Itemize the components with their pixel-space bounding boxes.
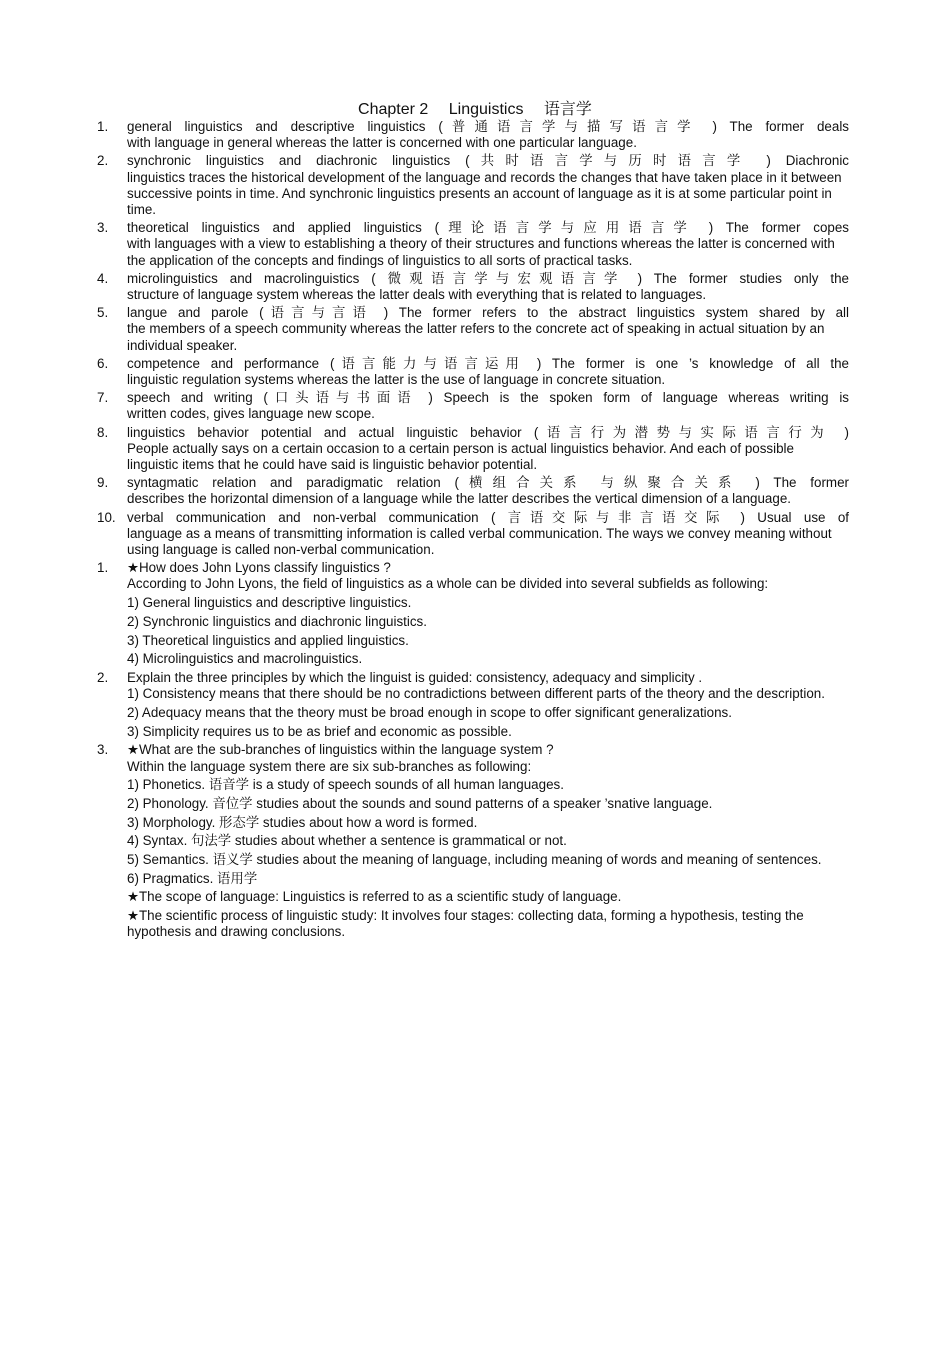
term-heading: competence and performance (语言能力与语言运用 ) The former is one ’s knowledge of all the (127, 355, 849, 371)
answer-line: 3) Theoretical linguistics and applied linguistics. (127, 632, 409, 648)
page-title (0, 100, 950, 120)
answer-line: 1) Consistency means that there should be no contradictions between different parts of the theory and the description. (127, 686, 825, 702)
answer-line: 4) Microlinguistics and macrolinguistics. (127, 651, 363, 667)
term-heading: langue and parole (语言与言语 ) The former refers to the abstract linguistics system shared by all (127, 305, 849, 321)
item-number: 7. (97, 390, 109, 406)
term-item (97, 271, 849, 303)
term-item (97, 153, 849, 218)
term-definition: linguistics traces the historical development of the language and records the changes that have taken place in it between successive points in time. And synchronic linguistics presents an account of language as it is at some particular point in time. (127, 169, 842, 218)
term-heading: microlinguistics and macrolinguistics ( 微观语言学与宏观语言学 ) The former studies only the (127, 270, 849, 286)
answer-line: ★The scientific process of linguistic study: It involves four stages: collecting data, forming a hypothesis, testing the hypothesis and drawing conclusions. (127, 908, 804, 940)
term-heading: linguistics behavior potential and actual linguistic behavior (语言行为潜势与实际语言行为 ) (127, 424, 849, 440)
item-number: 6. (97, 355, 109, 371)
term-item (97, 119, 849, 151)
term-item (97, 356, 849, 388)
answer-line: 4) Syntax. 句法学 studies about whether a sentence is grammatical or not. (127, 833, 567, 849)
answer-line: 1) Phonetics. 语音学 is a study of speech sounds of all human languages. (127, 777, 564, 793)
answer-line: 2) Adequacy means that the theory must be broad enough in scope to offer significant generalizations. (127, 704, 732, 720)
answer-line: 3) Morphology. 形态学 studies about how a word is formed. (127, 814, 478, 830)
answer-line: ★The scope of language: Linguistics is referred to as a scientific study of language. (127, 889, 622, 905)
item-number: 1. (97, 560, 109, 576)
term-definition: with languages with a view to establishing a theory of their structures and functions whereas the latter is concerned with the application of the concepts and findings of linguistics to all sorts of practical tasks. (127, 236, 835, 268)
item-number: 3. (97, 742, 109, 758)
term-definition: structure of language system whereas the latter deals with everything that is related to languages. (127, 287, 707, 303)
answer-line: Within the language system there are six sub-branches as following: (127, 758, 532, 774)
term-heading: verbal communication and non-verbal communication ( 言语交际与非言语交际 ) Usual use of (127, 509, 849, 525)
answer-line: 3) Simplicity requires us to be as brief and economic as possible. (127, 723, 512, 739)
term-heading: synchronic linguistics and diachronic linguistics (共时语言学与历时语言学 ) Diachronic (127, 153, 849, 169)
item-number: 9. (97, 475, 109, 491)
term-heading: speech and writing (口头语与书面语 ) Speech is the spoken form of language whereas writing is (127, 390, 849, 406)
term-heading: theoretical linguistics and applied linguistics (理论语言学与应用语言学 ) The former copes (127, 220, 849, 236)
term-item (97, 475, 849, 507)
term-item (97, 510, 849, 559)
term-item (97, 390, 849, 422)
term-item (97, 305, 849, 354)
term-definition: language as a means of transmitting information is called verbal communication. The ways we convey meaning without using language is called non-verbal communication. (127, 525, 832, 558)
answer-line: 5) Semantics. 语义学 studies about the meaning of language, including meaning of words and meaning of sentences. (127, 852, 822, 868)
item-number: 8. (97, 424, 109, 440)
answer-line: 2) Synchronic linguistics and diachronic linguistics. (127, 613, 427, 629)
term-definition: the members of a speech community whereas the latter refers to the concrete act of speaking in actual situation by an individual speaker. (127, 321, 825, 353)
term-heading: general linguistics and descriptive linguistics (普通语言学与描写语言学 ) The former deals (127, 119, 849, 134)
answer-line: 2) Phonology. 音位学 studies about the sounds and sound patterns of a speaker ’snative language. (127, 795, 713, 811)
question-item (97, 670, 849, 686)
topic-chinese: 语言学 (543, 101, 592, 118)
term-item (97, 220, 849, 269)
question-text: ★How does John Lyons classify linguistics ? (127, 560, 391, 576)
document-body (97, 119, 849, 943)
term-definition: People actually says on a certain occasion to a certain person is actual linguistics behavior. And each of possible linguistic items that he could have said is linguistic behavior potential. (127, 440, 794, 473)
term-definition: with language in general whereas the latter is concerned with one particular language. (127, 135, 637, 151)
question-text: ★What are the sub-branches of linguistics within the language system ? (127, 742, 554, 758)
item-number: 1. (97, 119, 109, 134)
term-definition: linguistic regulation systems whereas the latter is the use of language in concrete situation. (127, 372, 666, 388)
item-number: 10. (97, 509, 116, 525)
question-item (97, 742, 849, 758)
item-number: 2. (97, 153, 109, 169)
item-number: 5. (97, 305, 109, 321)
answer-line: 6) Pragmatics. 语用学 (127, 870, 258, 886)
item-number: 3. (97, 220, 109, 236)
question-item (97, 560, 849, 576)
item-number: 2. (97, 670, 109, 685)
answer-line: According to John Lyons, the field of linguistics as a whole can be divided into several subfields as following: (127, 576, 769, 592)
item-number: 4. (97, 270, 109, 286)
question-text: Explain the three principles by which the linguist is guided: consistency, adequacy and simplicity . (127, 670, 703, 685)
answer-line: 1) General linguistics and descriptive linguistics. (127, 595, 412, 611)
term-definition: describes the horizontal dimension of a language while the latter describes the vertical dimension of a language. (127, 491, 791, 507)
term-definition: written codes, gives language new scope. (127, 406, 375, 422)
term-item (97, 425, 849, 474)
chapter-label: Chapter 2 (358, 101, 429, 118)
term-heading: syntagmatic relation and paradigmatic relation (横组合关系 与纵聚合关系 ) The former (127, 475, 849, 491)
topic-label: Linguistics (448, 101, 524, 118)
